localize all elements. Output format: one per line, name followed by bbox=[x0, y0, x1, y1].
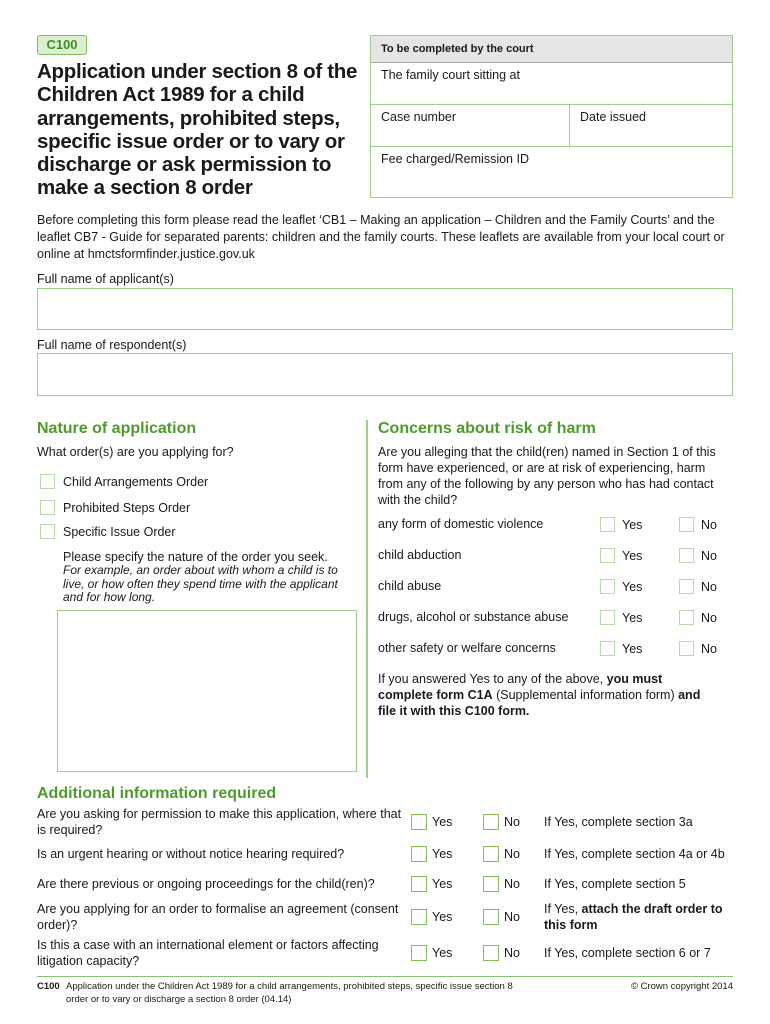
risk-question: Are you alleging that the child(ren) named in Section 1 of this form have experienced, or are at risk of experiencing, harm from any of the following by any person who has had contact with the child? bbox=[378, 445, 716, 507]
yes-label: Yes bbox=[622, 642, 643, 656]
yes-label: Yes bbox=[622, 518, 643, 532]
additional-no-checkbox[interactable] bbox=[483, 876, 499, 892]
yes-label: Yes bbox=[432, 815, 453, 829]
no-label: No bbox=[701, 642, 717, 656]
no-label: No bbox=[701, 580, 717, 594]
risk-no-checkbox[interactable] bbox=[679, 548, 694, 563]
additional-no-checkbox[interactable] bbox=[483, 909, 499, 925]
case-number-field: Case number bbox=[371, 104, 569, 146]
no-label: No bbox=[504, 877, 520, 891]
risk-yes-checkbox[interactable] bbox=[600, 548, 615, 563]
risk-item-label: any form of domestic violence bbox=[378, 517, 544, 531]
note-bold: and file it with this C100 form. bbox=[378, 688, 701, 718]
additional-note bbox=[544, 814, 734, 830]
yes-label: Yes bbox=[622, 549, 643, 563]
no-label: No bbox=[504, 815, 520, 829]
note-text: If Yes, complete section 6 or 7 bbox=[544, 946, 711, 960]
note-text: (Supplemental information form) bbox=[492, 688, 679, 702]
additional-note bbox=[544, 846, 734, 862]
risk-yes-checkbox[interactable] bbox=[600, 517, 615, 532]
risk-no-checkbox[interactable] bbox=[679, 579, 694, 594]
nature-question: What order(s) are you applying for? bbox=[37, 445, 234, 459]
additional-yes-checkbox[interactable] bbox=[411, 814, 427, 830]
form-title: Application under section 8 of the Children Act 1989 for a child arrangements, prohibited steps, specific issue order or to vary or discharge or ask permission to make a section 8 order bbox=[37, 60, 358, 200]
yes-label: Yes bbox=[622, 611, 643, 625]
prohibited-steps-checkbox[interactable] bbox=[40, 500, 55, 515]
option-label: Prohibited Steps Order bbox=[63, 501, 191, 515]
additional-no-checkbox[interactable] bbox=[483, 814, 499, 830]
risk-item-label: child abduction bbox=[378, 548, 462, 562]
applicant-label: Full name of applicant(s) bbox=[37, 272, 174, 286]
note-text: If Yes, complete section 3a bbox=[544, 815, 693, 829]
form-code-badge: C100 bbox=[37, 35, 87, 55]
note-text: If Yes, bbox=[544, 902, 582, 916]
note-text: If you answered Yes to any of the above, bbox=[378, 672, 607, 686]
date-issued-field: Date issued bbox=[569, 104, 732, 146]
family-court-field: The family court sitting at bbox=[381, 68, 520, 82]
risk-item-label: drugs, alcohol or substance abuse bbox=[378, 610, 569, 624]
additional-yes-checkbox[interactable] bbox=[411, 876, 427, 892]
additional-question: Are you asking for permission to make this application, where that is required? bbox=[37, 807, 402, 837]
no-label: No bbox=[701, 611, 717, 625]
risk-yes-checkbox[interactable] bbox=[600, 641, 615, 656]
additional-yes-checkbox[interactable] bbox=[411, 945, 427, 961]
risk-no-checkbox[interactable] bbox=[679, 517, 694, 532]
footer-divider bbox=[37, 976, 733, 977]
child-arrangements-checkbox[interactable] bbox=[40, 474, 55, 489]
respondent-label: Full name of respondent(s) bbox=[37, 338, 187, 352]
note-text: If Yes, complete section 4a or 4b bbox=[544, 847, 725, 861]
court-use-box bbox=[370, 35, 733, 198]
footer-text: Application under the Children Act 1989 for a child arrangements, prohibited steps, specific issue section 8 order or to vary or discharge a section 8 order (04.14) bbox=[66, 981, 513, 1005]
yes-label: Yes bbox=[622, 580, 643, 594]
footer-code: C100 bbox=[37, 981, 60, 992]
applicant-name-input[interactable] bbox=[37, 288, 733, 330]
no-label: No bbox=[701, 549, 717, 563]
yes-label: Yes bbox=[432, 877, 453, 891]
specify-label: Please specify the nature of the order you seek. bbox=[63, 550, 328, 564]
yes-label: Yes bbox=[432, 910, 453, 924]
risk-note bbox=[378, 671, 718, 719]
no-label: No bbox=[504, 910, 520, 924]
additional-no-checkbox[interactable] bbox=[483, 945, 499, 961]
option-label: Child Arrangements Order bbox=[63, 475, 209, 489]
additional-note bbox=[544, 901, 734, 933]
note-bold: attach the draft order to this form bbox=[544, 902, 723, 932]
risk-heading: Concerns about risk of harm bbox=[378, 420, 596, 437]
specific-issue-checkbox[interactable] bbox=[40, 524, 55, 539]
note-text: If Yes, complete section 5 bbox=[544, 877, 686, 891]
footer-copyright: © Crown copyright 2014 bbox=[630, 981, 733, 992]
additional-note bbox=[544, 945, 734, 961]
risk-item-label: child abuse bbox=[378, 579, 442, 593]
additional-question: Are there previous or ongoing proceedings for the child(ren)? bbox=[37, 877, 375, 891]
additional-question: Is an urgent hearing or without notice hearing required? bbox=[37, 847, 345, 861]
additional-yes-checkbox[interactable] bbox=[411, 909, 427, 925]
fee-field: Fee charged/Remission ID bbox=[371, 146, 732, 197]
additional-no-checkbox[interactable] bbox=[483, 846, 499, 862]
intro-text: Before completing this form please read the leaflet ‘CB1 – Making an application – Children and the Family Courts’ and the leaflet CB7 - Guide for separated parents: children and the family courts. These leaflets are available from your local court or online at hmctsformfinder.justice.gov.uk bbox=[37, 213, 725, 261]
specify-example: For example, an order about with whom a child is to live, or how often they spend time with the applicant and for how long. bbox=[63, 563, 338, 604]
additional-heading: Additional information required bbox=[37, 785, 277, 802]
risk-yes-checkbox[interactable] bbox=[600, 610, 615, 625]
risk-item-label: other safety or welfare concerns bbox=[378, 641, 556, 655]
risk-no-checkbox[interactable] bbox=[679, 610, 694, 625]
court-box-heading: To be completed by the court bbox=[371, 36, 732, 63]
no-label: No bbox=[701, 518, 717, 532]
additional-question: Is this a case with an international element or factors affecting litigation capacity? bbox=[37, 938, 379, 968]
nature-heading: Nature of application bbox=[37, 420, 197, 437]
note-bold: you must complete form C1A bbox=[378, 672, 663, 702]
no-label: No bbox=[504, 847, 520, 861]
risk-no-checkbox[interactable] bbox=[679, 641, 694, 656]
no-label: No bbox=[504, 946, 520, 960]
additional-note bbox=[544, 876, 734, 892]
additional-question: Are you applying for an order to formalise an agreement (consent order)? bbox=[37, 902, 399, 932]
yes-label: Yes bbox=[432, 847, 453, 861]
option-label: Specific Issue Order bbox=[63, 525, 176, 539]
additional-yes-checkbox[interactable] bbox=[411, 846, 427, 862]
risk-yes-checkbox[interactable] bbox=[600, 579, 615, 594]
respondent-name-input[interactable] bbox=[37, 353, 733, 396]
column-divider bbox=[366, 420, 368, 778]
yes-label: Yes bbox=[432, 946, 453, 960]
order-nature-textarea[interactable] bbox=[57, 610, 357, 772]
